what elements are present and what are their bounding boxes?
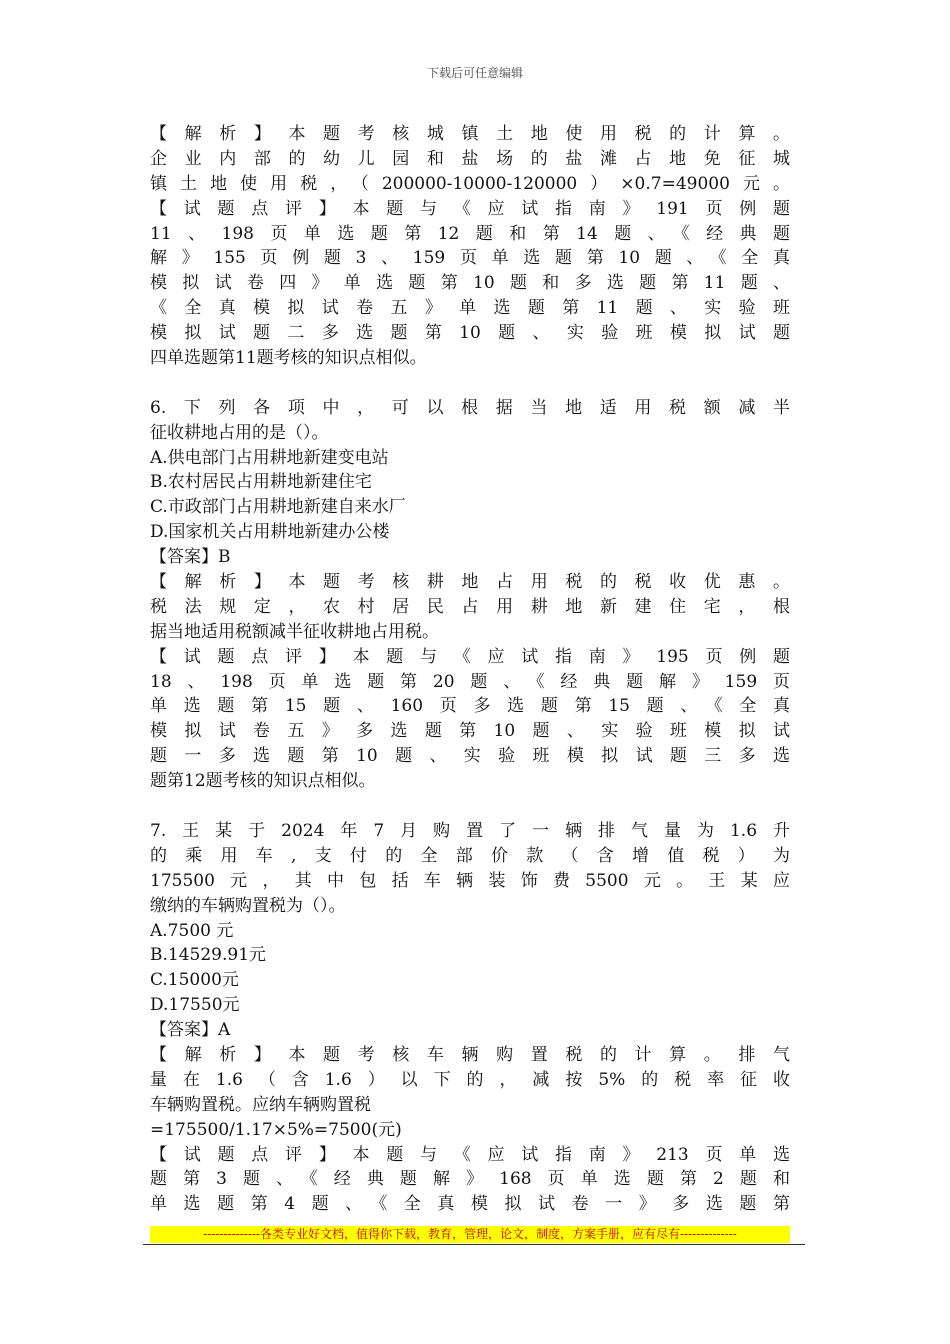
text-line: 解》155页例题3、159页单选题第10题、《全真 (150, 248, 790, 269)
text-line: 题第12题考核的知识点相似。 (150, 771, 376, 792)
blank-line (150, 794, 790, 819)
text-line: 单选题第4题、《全真模拟试卷一》多选题第 (150, 1194, 790, 1215)
text-line: 企业内部的幼儿园和盐场的盐滩占地免征城 (150, 148, 790, 169)
text-line: 四单选题第11题考核的知识点相似。 (150, 348, 427, 369)
text-line: =175500/1.17×5%=7500(元) (150, 1119, 402, 1140)
text-line: B.农村居民占用耕地新建住宅 (150, 472, 372, 493)
text-line: 【解析】本题考核车辆购置税的计算。排气 (150, 1044, 790, 1065)
text-line: 7.王某于2024年7月购置了一辆排气量为1.6升 (150, 820, 790, 841)
text-line: 模拟试卷五》多选题第10题、实验班模拟试 (150, 721, 790, 742)
text-line: 【解析】本题考核城镇土地使用税的计算。 (150, 124, 790, 144)
text-line: 11、198页单选题第12题和第14题、《经典题 (150, 223, 790, 244)
text-line: 题一多选题第10题、实验班模拟试题三多选 (150, 746, 790, 767)
text-line: C.市政部门占用耕地新建自来水厂 (150, 497, 406, 518)
blank-line (150, 371, 790, 396)
text-line: B.14529.91元 (150, 945, 267, 966)
text-line: 征收耕地占用的是（）。 (150, 422, 329, 443)
text-line: 税法规定，农村居民占用耕地新建住宅，根 (150, 596, 790, 617)
footer-rule (143, 1244, 805, 1245)
text-line: 模拟试题二多选题第10题、实验班模拟试题 (150, 323, 790, 344)
text-line: D.国家机关占用耕地新建办公楼 (150, 522, 390, 543)
text-line: 【答案】B (150, 547, 231, 568)
document-body (150, 122, 790, 1217)
text-line: 【试题点评】本题与《应试指南》213页单选 (150, 1144, 790, 1165)
page-header: 下载后可任意编辑 (426, 66, 523, 80)
footer-banner: --------------各类专业好文档，值得你下载，教育，管理，论文，制度，方案手册，应有尽有-------------- (150, 1226, 790, 1243)
text-line: 单选题第15题、160页多选题第15题、《全真 (150, 696, 790, 717)
text-line: 车辆购置税。应纳车辆购置税 (150, 1094, 371, 1115)
text-line: D.17550元 (150, 995, 240, 1016)
text-line: 模拟试卷四》单选题第10题和多选题第11题、 (150, 273, 790, 294)
text-line: C.15000元 (150, 970, 239, 991)
text-line: 量在1.6（含1.6）以下的，减按5%的税率征收 (150, 1069, 790, 1090)
text-line: 题第3题、《经典题解》168页单选题第2题和 (150, 1169, 790, 1190)
text-line: 【答案】A (150, 1020, 231, 1041)
text-line: 【试题点评】本题与《应试指南》195页例题 (150, 646, 790, 667)
text-line: 镇土地使用税，（200000-10000-120000）×0.7=49000元。 (150, 173, 790, 194)
text-line: 缴纳的车辆购置税为（）。 (150, 895, 346, 916)
text-line: 【试题点评】本题与《应试指南》191页例题 (150, 198, 790, 219)
text-line: 【解析】本题考核耕地占用税的税收优惠。 (150, 572, 790, 593)
text-line: 18、198页单选题第20题、《经典题解》159页 (150, 671, 790, 692)
text-line: 175500元，其中包括车辆装饰费5500元。王某应 (150, 870, 790, 891)
text-line: A.供电部门占用耕地新建变电站 (150, 447, 389, 468)
text-line: 6.下列各项中，可以根据当地适用税额减半 (150, 397, 790, 418)
text-line: 的乘用车,支付的全部价款（含增值税）为 (150, 845, 790, 866)
text-line: 据当地适用税额减半征收耕地占用税。 (150, 621, 439, 642)
text-line: 《全真模拟试卷五》单选题第11题、实验班 (150, 298, 790, 319)
text-line: A.7500 元 (150, 920, 234, 941)
